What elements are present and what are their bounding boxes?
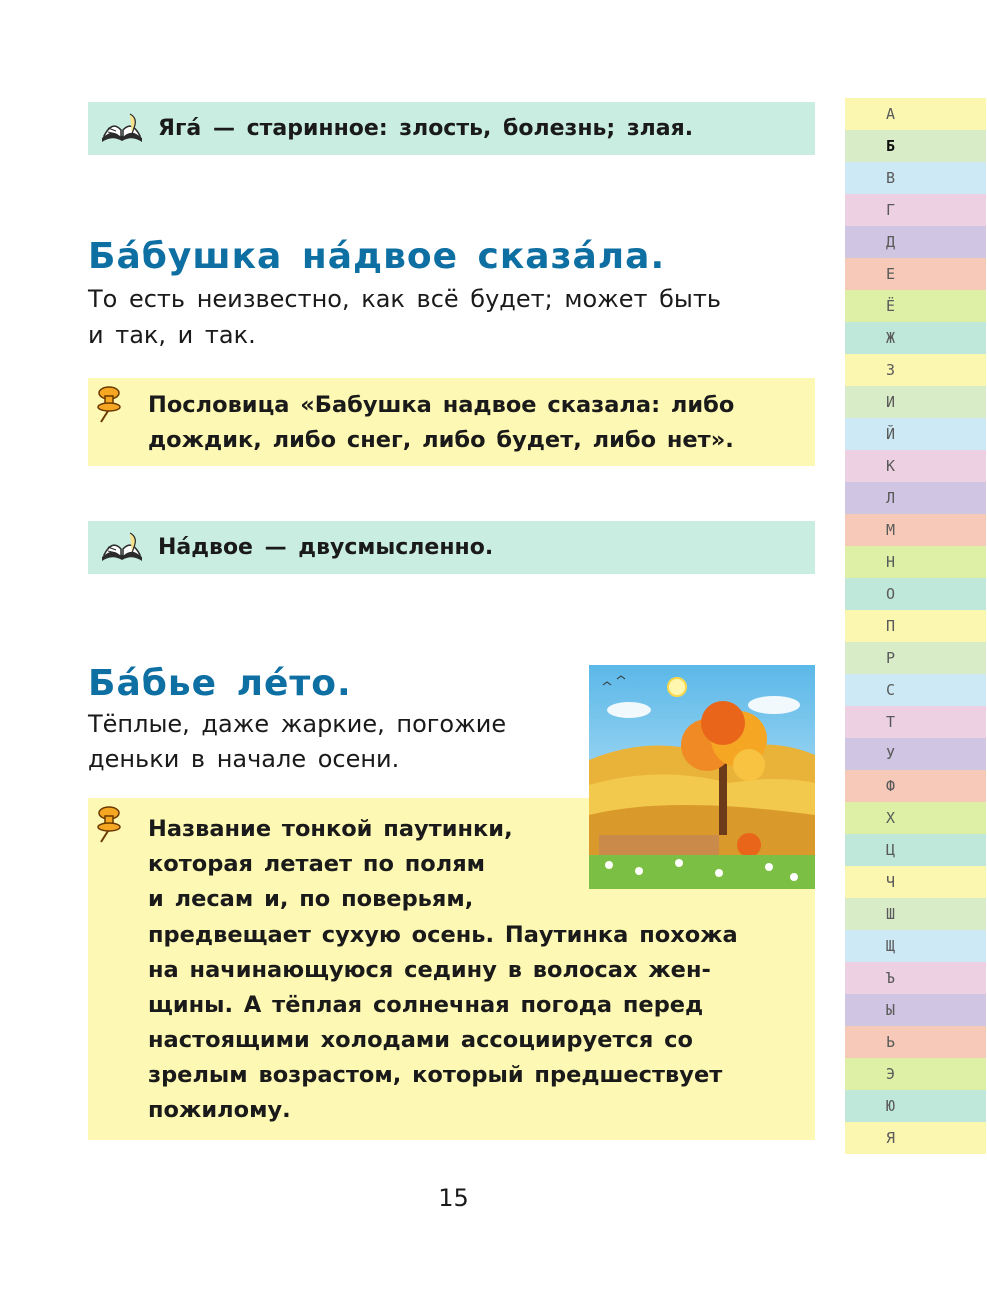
- alphabet-tab-letter[interactable]: О: [845, 578, 986, 610]
- alphabet-tab-letter[interactable]: З: [845, 354, 986, 386]
- note-line: которая летает по полям: [148, 851, 486, 877]
- note-line: Пословица «Бабушка надвое сказала: либо: [148, 392, 735, 418]
- note-line: предвещает сухую осень. Паутинка похожа: [148, 922, 738, 948]
- alphabet-tab-letter[interactable]: Й: [845, 418, 986, 450]
- pushpin-icon: [92, 804, 124, 844]
- note-line: дождик, либо снег, либо будет, либо нет».: [148, 427, 734, 453]
- definition-box-yaga: [88, 102, 815, 155]
- alphabet-tab-letter[interactable]: Х: [845, 802, 986, 834]
- definition-text: На́двое — двусмысленно.: [158, 535, 494, 560]
- pushpin-icon: [92, 384, 124, 424]
- alphabet-tab-letter[interactable]: Ж: [845, 322, 986, 354]
- note-line: щины. А тёплая солнечная погода перед: [148, 992, 704, 1018]
- alphabet-tab-letter[interactable]: Щ: [845, 930, 986, 962]
- alphabet-tab-letter[interactable]: Р: [845, 642, 986, 674]
- alphabet-tab-letter[interactable]: С: [845, 674, 986, 706]
- explanation-line: Тёплые, даже жаркие, погожие: [88, 710, 507, 738]
- note-line: пожилому.: [148, 1097, 291, 1123]
- note-line: зрелым возрастом, который предшествует: [148, 1062, 723, 1088]
- note-box-proverb: [88, 378, 815, 466]
- alphabet-tab-letter[interactable]: Н: [845, 546, 986, 578]
- alphabet-tab-letter[interactable]: К: [845, 450, 986, 482]
- alphabet-tab-letter[interactable]: Э: [845, 1058, 986, 1090]
- alphabet-tab-letter[interactable]: Е: [845, 258, 986, 290]
- note-line: на начинающуюся седину в волосах жен-: [148, 957, 711, 983]
- alphabet-tab-letter[interactable]: Д: [845, 226, 986, 258]
- alphabet-tab-letter[interactable]: В: [845, 162, 986, 194]
- alphabet-tab-letter[interactable]: У: [845, 738, 986, 770]
- open-book-icon: [100, 112, 144, 146]
- alphabet-tab-letter[interactable]: А: [845, 98, 986, 130]
- alphabet-tab-letter[interactable]: П: [845, 610, 986, 642]
- alphabet-tab-letter[interactable]: Ё: [845, 290, 986, 322]
- alphabet-tab-letter[interactable]: Б: [845, 130, 986, 162]
- alphabet-tab-letter[interactable]: Л: [845, 482, 986, 514]
- definition-box-nadvoe: [88, 521, 815, 574]
- explanation-line: То есть неизвестно, как всё будет; может быть: [88, 285, 722, 313]
- autumn-landscape-illustration: [589, 665, 815, 889]
- alphabet-tab-letter[interactable]: И: [845, 386, 986, 418]
- alphabet-tab-letter[interactable]: Я: [845, 1122, 986, 1154]
- note-line: и лесам и, по поверьям,: [148, 886, 474, 912]
- alphabet-tab-letter[interactable]: Ю: [845, 1090, 986, 1122]
- alphabet-tab-letter[interactable]: Ъ: [845, 962, 986, 994]
- explanation-line: и так, и так.: [88, 321, 256, 349]
- explanation-line: деньки в начале осени.: [88, 745, 400, 773]
- alphabet-tab-letter[interactable]: Ч: [845, 866, 986, 898]
- alphabet-tab-letter[interactable]: Ф: [845, 770, 986, 802]
- alphabet-tab-letter[interactable]: Ь: [845, 1026, 986, 1058]
- page-number: 15: [438, 1184, 469, 1212]
- alphabet-tab-letter[interactable]: Г: [845, 194, 986, 226]
- alphabet-tab-letter[interactable]: Ц: [845, 834, 986, 866]
- alphabet-tab-letter[interactable]: Т: [845, 706, 986, 738]
- note-line: настоящими холодами ассоциируется со: [148, 1027, 693, 1053]
- idiom-heading-babushka: Ба́бушка на́двое сказа́ла.: [88, 236, 666, 277]
- note-line: Название тонкой паутинки,: [148, 816, 513, 842]
- alphabet-tab-letter[interactable]: М: [845, 514, 986, 546]
- idiom-heading-babye-leto: Ба́бье ле́то.: [88, 663, 352, 704]
- open-book-icon: [100, 531, 144, 565]
- alphabet-tab-letter[interactable]: Ы: [845, 994, 986, 1026]
- definition-text: Яга́ — старинное: злость, болезнь; злая.: [158, 116, 694, 141]
- alphabet-index-sidebar: [845, 98, 986, 1154]
- alphabet-tab-letter[interactable]: Ш: [845, 898, 986, 930]
